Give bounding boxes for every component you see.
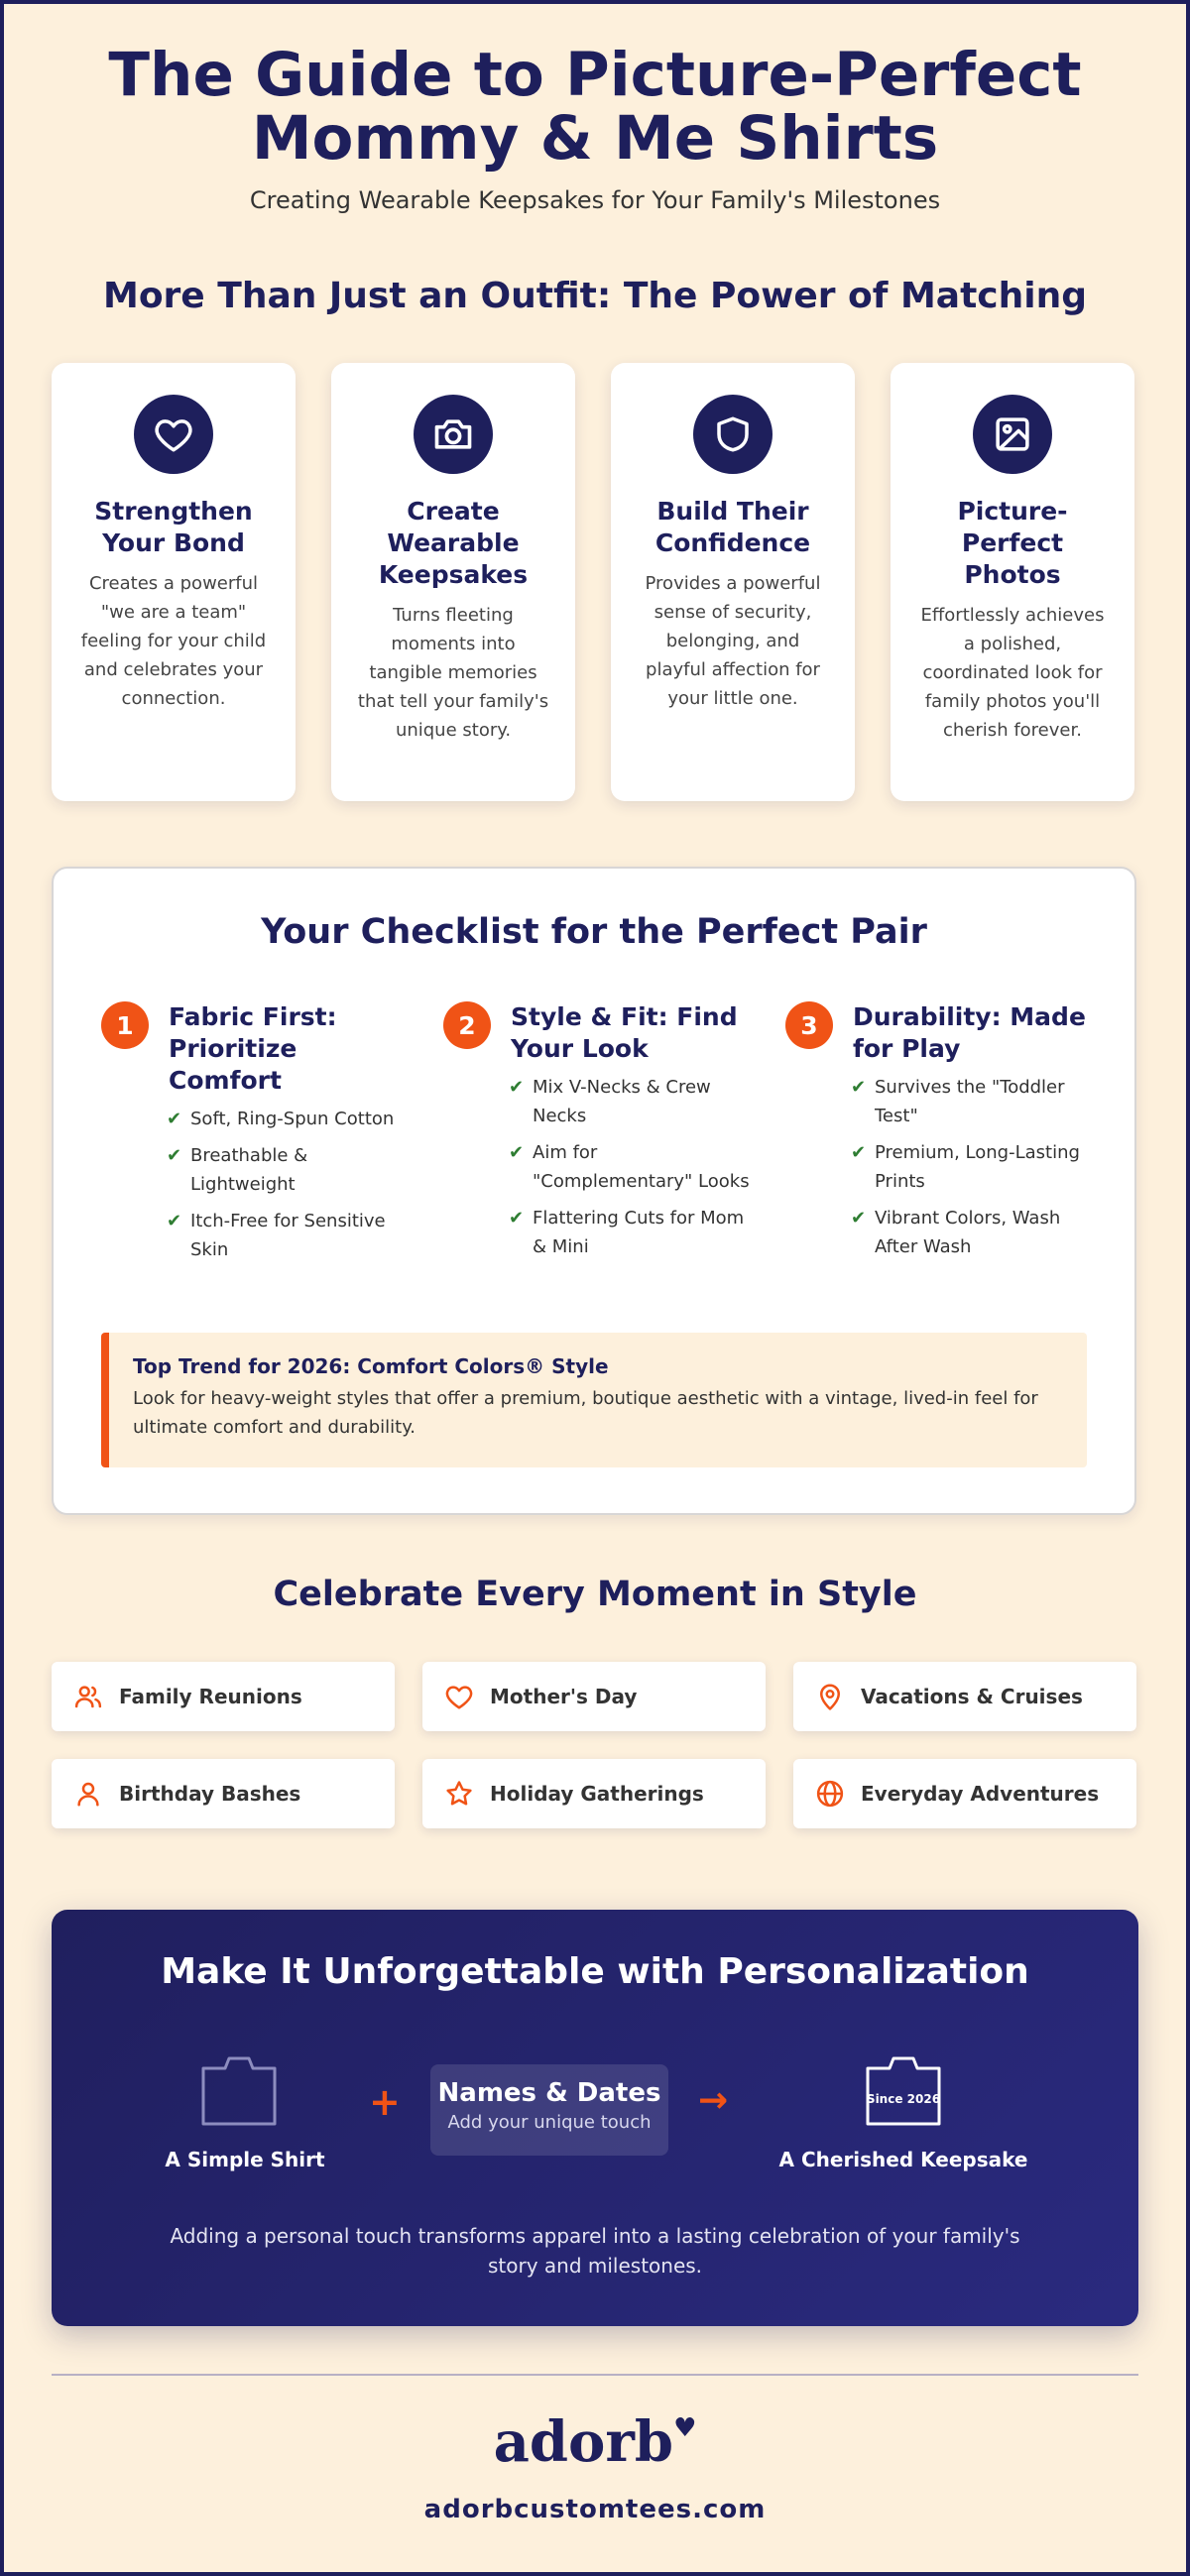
check-icon: ✔ <box>851 1077 867 1098</box>
column-title: Fabric First: Prioritize Comfort <box>169 1002 337 1095</box>
website-link[interactable]: adorbcustomtees.com <box>423 2495 767 2524</box>
card-description: Turns fleeting moments into tangible memories that tell your family's unique story. <box>357 605 549 741</box>
card-title: Picture-Perfect Photos <box>957 497 1068 589</box>
personalization-description: Adding a personal touch transforms apparel into a lasting celebration of your family's story and milestones. <box>170 2224 1020 2278</box>
step-number: 2 <box>443 1001 491 1049</box>
card-description: Creates a powerful "we are a team" feeling for your child and celebrates your connection. <box>80 573 267 709</box>
check-icon: ✔ <box>851 1142 867 1163</box>
occasions-heading: Celebrate Every Moment in Style <box>273 1575 917 1614</box>
check-icon: ✔ <box>167 1109 182 1129</box>
card-title: Strengthen Your Bond <box>94 497 253 557</box>
list-item: ✔ Breathable & Lightweight <box>167 1141 415 1199</box>
page-subtitle: Creating Wearable Keepsakes for Your Family's Milestones <box>249 186 941 214</box>
check-icon: ✔ <box>167 1211 182 1231</box>
card-description: Effortlessly achieves a polished, coordinated look for family photos you'll cherish forever. <box>920 605 1105 741</box>
plus-sign: + <box>369 2080 401 2124</box>
occasion-label: Holiday Gatherings <box>490 1782 704 1806</box>
page-title: The Guide to Picture-Perfect Mommy & Me Shirts <box>108 40 1082 174</box>
check-icon: ✔ <box>509 1142 525 1163</box>
occasion-label: Birthday Bashes <box>119 1782 301 1806</box>
check-icon: ✔ <box>167 1145 182 1166</box>
simple-shirt-label: A Simple Shirt <box>165 2148 325 2171</box>
check-icon: ✔ <box>851 1208 867 1229</box>
list-item: ✔ Itch-Free for Sensitive Skin <box>167 1207 415 1264</box>
occasion-label: Mother's Day <box>490 1685 638 1708</box>
occasion-label: Vacations & Cruises <box>861 1685 1083 1708</box>
list-item: ✔ Flattering Cuts for Mom & Mini <box>509 1204 757 1261</box>
occasion-label: Family Reunions <box>119 1685 302 1708</box>
occasion-label: Everyday Adventures <box>861 1782 1100 1806</box>
list-item: ✔ Soft, Ring-Spun Cotton <box>167 1105 415 1133</box>
check-icon: ✔ <box>509 1208 525 1229</box>
list-item: ✔ Mix V-Necks & Crew Necks <box>509 1073 757 1130</box>
names-dates-subtitle: Add your unique touch <box>447 2112 652 2133</box>
keepsake-label: A Cherished Keepsake <box>778 2148 1028 2171</box>
shirt-print-text: Since 2026 <box>866 2092 941 2106</box>
names-dates-title: Names & Dates <box>437 2078 661 2108</box>
step-number: 1 <box>101 1001 149 1049</box>
arrow-right-icon: → <box>698 2080 729 2121</box>
power-heading: More Than Just an Outfit: The Power of Matching <box>103 276 1087 316</box>
card-title: Build Their Confidence <box>654 497 811 557</box>
personalization-heading: Make It Unforgettable with Personalization <box>161 1951 1029 1992</box>
list-item: ✔ Premium, Long-Lasting Prints <box>851 1138 1099 1196</box>
column-title: Style & Fit: Find Your Look <box>511 1002 738 1063</box>
list-item: ✔ Vibrant Colors, Wash After Wash <box>851 1204 1099 1261</box>
card-title: Create Wearable Keepsakes <box>378 497 529 589</box>
checklist-heading: Your Checklist for the Perfect Pair <box>261 912 927 952</box>
trend-description: Look for heavy-weight styles that offer a premium, boutique aesthetic with a vintage, lived-in feel for ultimate comfort and durability. <box>133 1388 1038 1438</box>
column-title: Durability: Made for Play <box>853 1002 1086 1063</box>
card-description: Provides a powerful sense of security, belonging, and playful affection for your little one. <box>645 573 821 709</box>
step-number: 3 <box>785 1001 833 1049</box>
check-icon: ✔ <box>509 1077 525 1098</box>
heart-icon: ♥ <box>673 2413 697 2443</box>
trend-title: Top Trend for 2026: Comfort Colors® Style <box>133 1354 609 1378</box>
brand-logo: adorb♥ <box>493 2409 697 2475</box>
list-item: ✔ Aim for "Complementary" Looks <box>509 1138 757 1196</box>
list-item: ✔ Survives the "Toddler Test" <box>851 1073 1099 1130</box>
